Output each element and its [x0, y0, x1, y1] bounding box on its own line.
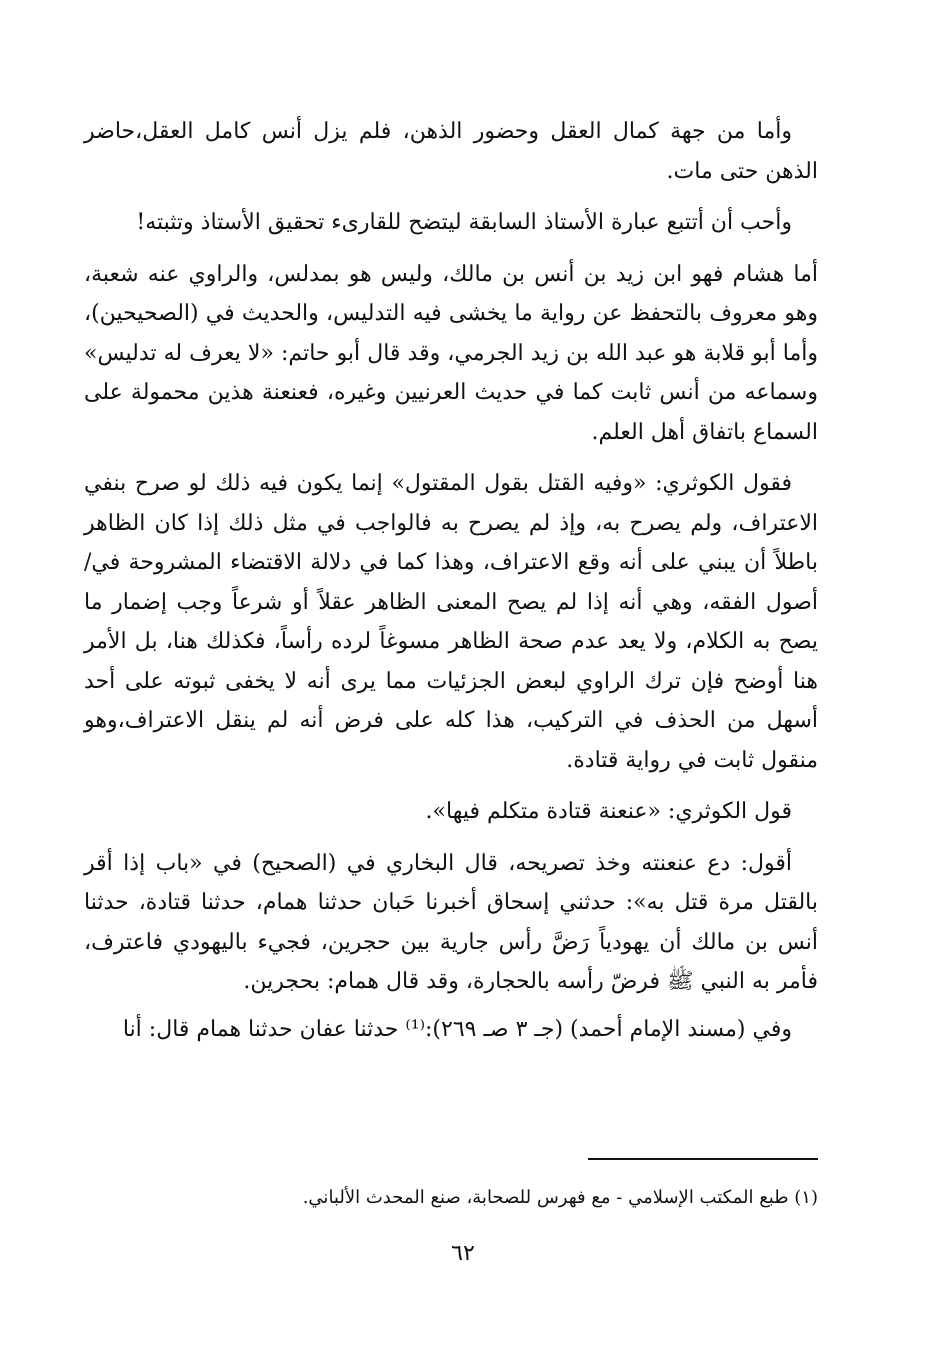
paragraph-3: أما هشام فهو ابن زيد بن أنس بن مالك، وليس هو بمدلس، والراوي عنه شعبة، وهو معروف بالتحفظ عن رواية ما يخشى فيه التدليس، والحديث في (الصحيحين)، وأما أبو قلابة هو عبد الله بن زيد الجرمي، وقد قال أبو حاتم: «لا يعرف له تدليس» وسماعه من أنس ثابت كما في حديث العرنيين وغيره، فعنعنة هذين محمولة على السماع باتفاق أهل العلم.: [84, 261, 818, 445]
footnote-separator: [588, 1158, 818, 1160]
paragraph-2: وأحب أن أتتبع عبارة الأستاذ السابقة ليتضح للقارىء تحقيق الأستاذ وتثبته!: [136, 210, 792, 235]
paragraph-4: فقول الكوثري: «وفيه القتل بقول المقتول» إنما يكون فيه ذلك لو صرح بنفي الاعتراف، ولم يصرح به، وإذ لم يصرح به فالواجب في مثل ذلك إذا كان الظاهر باطلاً أن يبني على أنه وقع الاعتراف، وهذا كما في دلالة الاقتضاء المشروحة في/ أصول الفقه، وهي أنه إذا لم يصح المعنى الظاهر عقلاً أو شرعاً وجب إضمار ما يصح به الكلام، ولا يعد عدم صحة الظاهر مسوغاً لرده رأساً، فكذلك هنا، بل الأمر هنا أوضح فإن ترك الراوي لبعض الجزئيات مما يرى أنه لا يخفى ثبوته على أحد أسهل من الحذف في التركيب، هذا كله على فرض أنه لم ينقل الاعتراف،وهو منقول ثابت في رواية قتادة.: [84, 471, 818, 773]
paragraph-1: وأما من جهة كمال العقل وحضور الذهن، فلم يزل أنس كامل العقل،حاضر الذهن حتى مات.: [84, 119, 818, 184]
paragraph-7: وفي (مسند الإمام أحمد) (جـ ٣ صـ ٢٦٩):⁽¹⁾ حدثنا عفان حدثنا همام قال: أنا: [122, 1016, 792, 1042]
paragraph-6: أقول: دع عنعنته وخذ تصريحه، قال البخاري في (الصحيح) في «باب إذا أقر بالقتل مرة قتل به»: حدثني إسحاق أخبرنا حَبان حدثنا همام، حدثنا قتادة، حدثنا أنس بن مالك أن يهودياً رَضَّ رأس جارية بين حجرين، فجيء باليهودي فاعترف، فأمر به النبي ﷺ فرضّ رأسه بالحجارة، وقد قال همام: بحجرين.: [84, 850, 818, 994]
main-text: [84, 112, 818, 1049]
footnote: (١) طبع المكتب الإسلامي - مع فهرس للصحابة، صنع المحدث الألباني.: [302, 1187, 818, 1208]
paragraph-5: قول الكوثري: «عنعنة قتادة متكلم فيها».: [425, 799, 792, 824]
page-number: ٦٢: [451, 1241, 475, 1266]
